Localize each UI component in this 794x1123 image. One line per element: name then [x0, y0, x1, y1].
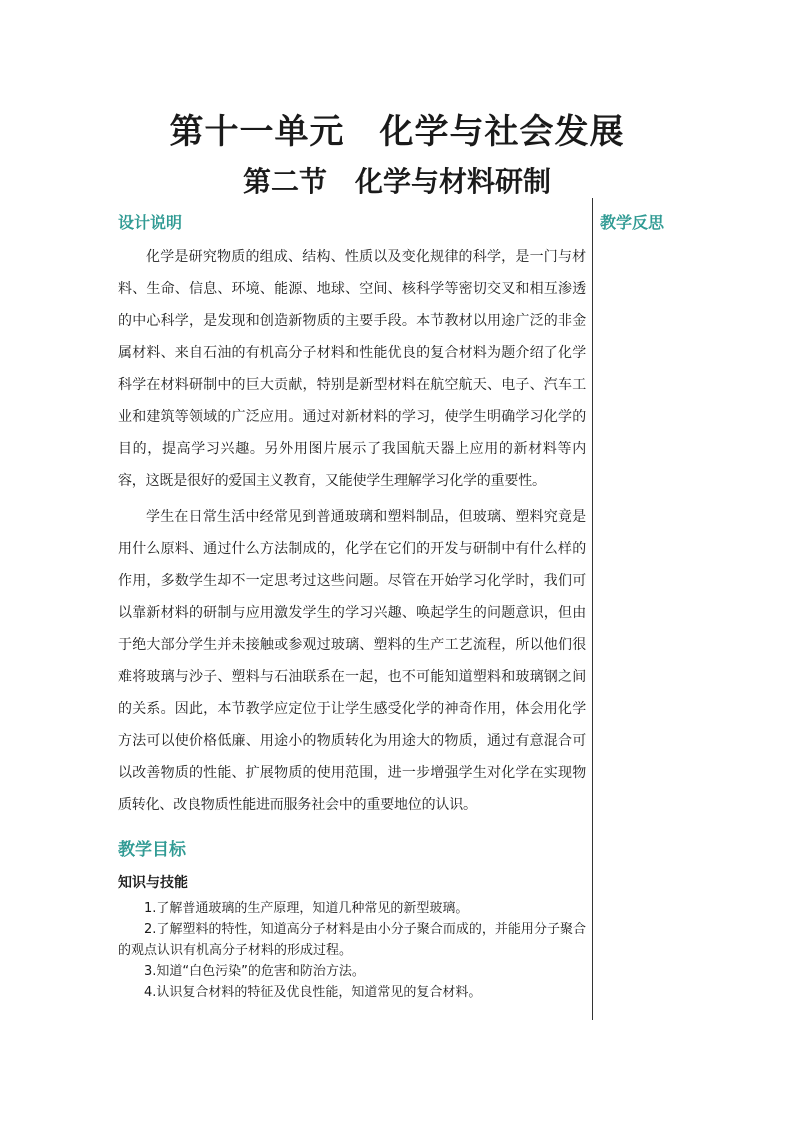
- goal-item-2: 2.了解塑料的特性，知道高分子材料是由小分子聚合而成的，并能用分子聚合的观点认识有机高分子材料的形成过程。: [118, 922, 586, 958]
- goals-heading: 教学目标: [118, 840, 186, 860]
- column-divider: [592, 198, 593, 1020]
- reflection-heading: 教学反思: [600, 213, 665, 232]
- design-paragraph-1: 化学是研究物质的组成、结构、性质以及变化规律的科学，是一门与材料、生命、信息、环境、能源、地球、空间、核科学等密切交叉和相互渗透的中心科学，是发现和创造新物质的主要手段。本节教材以用途广泛的非金属材料、来自石油的有机高分子材料和性能优良的复合材料为题介绍了化学科学在材料研制中的巨大贡献，特别是新型材料在航空航天、电子、汽车工业和建筑等领域的广泛应用。通过对新材料的学习，使学生明确学习化学的目的，提高学习兴趣。另外用图片展示了我国航天器上应用的新材料等内容，这既是很好的爱国主义教育，又能使学生理解学习化学的重要性。: [118, 249, 586, 489]
- section-title: 第二节 化学与材料研制: [242, 165, 551, 198]
- main-column: [118, 210, 586, 1003]
- goal-item-4: 4.认识复合材料的特征及优良性能，知道常见的复合材料。: [144, 985, 482, 1000]
- design-heading: 设计说明: [118, 213, 183, 232]
- goal-item-3: 3.知道“白色污染”的危害和防治方法。: [144, 964, 365, 979]
- knowledge-skills-heading: 知识与技能: [118, 875, 188, 891]
- goal-item-1: 1.了解普通玻璃的生产原理，知道几种常见的新型玻璃。: [144, 901, 469, 916]
- design-paragraph-2: 学生在日常生活中经常见到普通玻璃和塑料制品，但玻璃、塑料究竟是用什么原料、通过什么方法制成的，化学在它们的开发与研制中有什么样的作用，多数学生却不一定思考过这些问题。尽管在开始学习化学时，我们可以靠新材料的研制与应用激发学生的学习兴趣、唤起学生的问题意识，但由于绝大部分学生并未接触或参观过玻璃、塑料的生产工艺流程，所以他们很难将玻璃与沙子、塑料与石油联系在一起，也不可能知道塑料和玻璃钢之间的关系。因此，本节教学应定位于让学生感受化学的神奇作用，体会用化学方法可以使价格低廉、用途小的物质转化为用途大的物质，通过有意混合可以改善物质的性能、扩展物质的使用范围，进一步增强学生对化学在实现物质转化、改良物质性能进而服务社会中的重要地位的认识。: [118, 509, 586, 813]
- unit-title: 第十一单元 化学与社会发展: [169, 112, 625, 152]
